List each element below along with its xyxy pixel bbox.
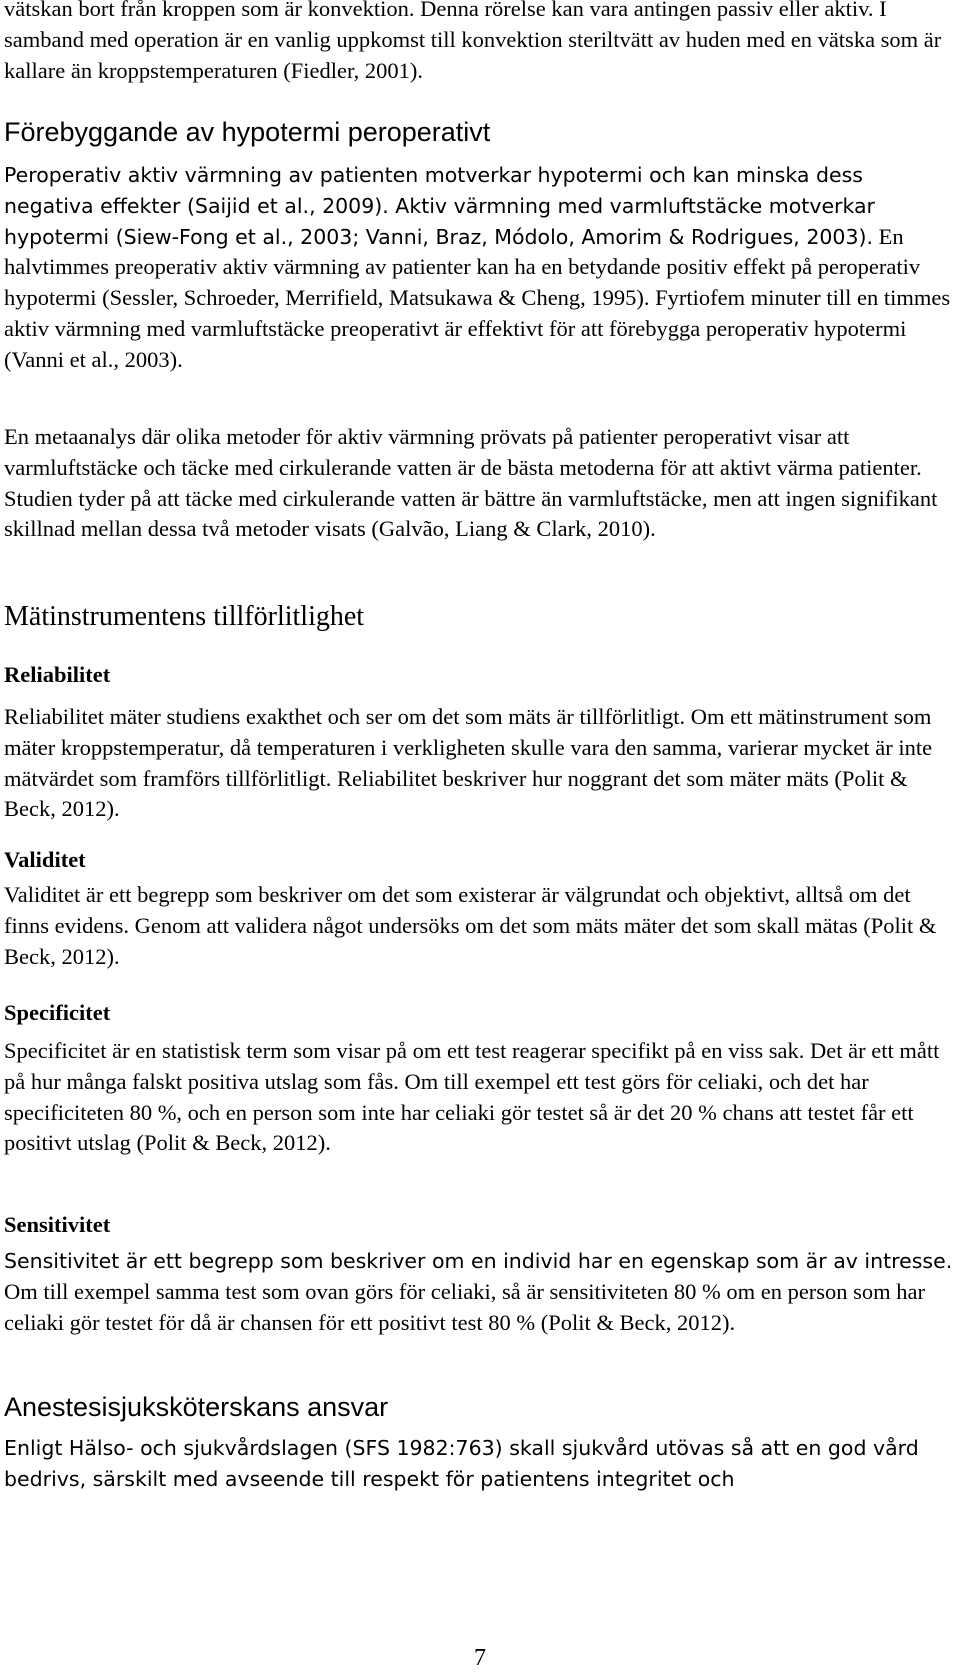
- paragraph-reliabilitet: Reliabilitet mäter studiens exakthet och ser om det som mäts är tillförlitligt. Om ett mätinstrument som mäter kroppstemperatur, då temperaturen i verkligheten skulle vara den samma, varierar mycket är inte mätvärdet som framförs tillförlitligt. Reliabilitet beskriver hur noggrant det som mäter mäts (Polit & Beck, 2012).: [4, 704, 933, 822]
- prevention-serif-text: En halvtimmes preoperativ aktiv värmning av patienter kan ha en betydande positiv effekt på peroperativ hypotermi (Sessler, Schroeder, Merrifield, Matsukawa & Cheng, 1995). Fyrtiofem minuter till en timmes aktiv värmning med varmluftstäcke preoperativt är effektivt för att förebygga peroperativ hypotermi (Vanni et al., 2003).: [4, 223, 951, 372]
- page-number: 7: [474, 1645, 486, 1671]
- paragraph-sensitivitet: [4, 1246, 954, 1338]
- heading-validitet: Validitet: [4, 847, 86, 872]
- sensitivitet-serif-text: Om till exempel samma test som ovan görs för celiaki, så är sensitiviteten 80 % om en person som har celiaki gör testet för då är chansen för ett positivt test 80 % (Polit & Beck, 2012).: [4, 1278, 926, 1335]
- paragraph-prevention: [4, 160, 954, 376]
- heading-specificitet: Specificitet: [4, 1000, 111, 1025]
- paragraph-validitet: Validitet är ett begrepp som beskriver om det som existerar är välgrundat och objektivt, alltså om det finns evidens. Genom att validera något undersöks om det som mäts mäter det som skall mätas (Polit & Beck, 2012).: [4, 882, 937, 969]
- heading-anesthesia-responsibility: Anestesisjuksköterskans ansvar: [4, 1392, 389, 1422]
- sensitivitet-sans-text: Sensitivitet är ett begrepp som beskriver om en individ har en egenskap som är av intresse.: [4, 1249, 953, 1273]
- prevention-sans-text: Peroperativ aktiv värmning av patienten motverkar hypotermi och kan minska dess negativa effekter (Saijid et al., 2009). Aktiv värmning med varmluftstäcke motverkar hypotermi (Siew-Fong et al., 2003; Vanni, Braz, Módolo, Amorim & Rodrigues, 2003).: [4, 163, 875, 249]
- intro-paragraph: vätskan bort från kroppen som är konvektion. Denna rörelse kan vara antingen passiv eller aktiv. I samband med operation är en vanlig uppkomst till konvektion steriltvätt av huden med en vätska som är kallare än kroppstemperaturen (Fiedler, 2001).: [4, 0, 942, 83]
- heading-instrument-reliability: Mätinstrumentens tillförlitlighet: [4, 601, 365, 632]
- paragraph-specificitet: Specificitet är en statistisk term som visar på om ett test reagerar specifikt på en viss sak. Det är ett mått på hur många falskt positiva utslag som fås. Om till exempel ett test görs för celiaki, och det har specificiteten 80 %, och en person som inte har celiaki gör testet så är det 20 % chans att testet får ett positivt utslag (Polit & Beck, 2012).: [4, 1038, 940, 1156]
- heading-reliabilitet: Reliabilitet: [4, 662, 111, 687]
- paragraph-anesthesia: Enligt Hälso- och sjukvårdslagen (SFS 1982:763) skall sjukvård utövas så att en god vård bedrivs, särskilt med avseende till respekt för patientens integritet och: [4, 1436, 919, 1491]
- heading-prevention: Förebyggande av hypotermi peroperativt: [4, 117, 491, 147]
- heading-sensitivitet: Sensitivitet: [4, 1212, 111, 1237]
- paragraph-meta-analysis: En metaanalys där olika metoder för aktiv värmning prövats på patienter peroperativt visar att varmluftstäcke och täcke med cirkulerande vatten är de bästa metoderna för att aktivt värma patienter. Studien tyder på att täcke med cirkulerande vatten är bättre än varmluftstäcke, men att ingen signifikant skillnad mellan dessa två metoder visats (Galvão, Liang & Clark, 2010).: [4, 424, 938, 542]
